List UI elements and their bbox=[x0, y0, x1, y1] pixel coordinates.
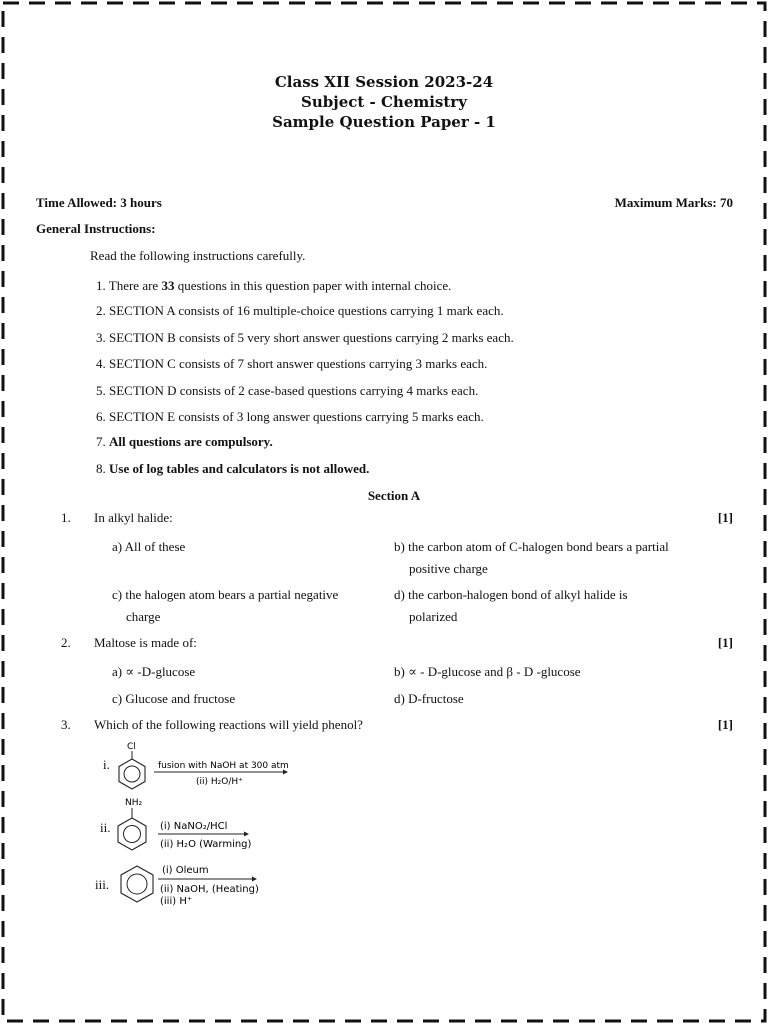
reagent-below: (ii) NaOH, (Heating) bbox=[160, 884, 259, 895]
paper-subject: Subject - Chemistry bbox=[301, 93, 467, 111]
question-text: In alkyl halide: bbox=[94, 510, 173, 525]
reagent-above: (i) NaNO₂/HCl bbox=[160, 821, 228, 832]
option-d: d) D-fructose bbox=[394, 691, 464, 706]
paper-class-title: Class XII Session 2023-24 bbox=[274, 73, 494, 91]
section-a-heading: Section A bbox=[367, 488, 421, 503]
question-marks: [1] bbox=[717, 717, 733, 732]
option-d: d) the carbon-halogen bond of alkyl halide is polarized bbox=[394, 587, 628, 624]
question-text: Maltose is made of: bbox=[94, 635, 197, 650]
benzene-ring-icon bbox=[121, 866, 153, 902]
question-number: 1. bbox=[61, 510, 71, 525]
arrow-head-icon bbox=[244, 832, 249, 837]
read-instructions-line: Read the following instructions carefully. bbox=[90, 248, 306, 263]
question-marks: [1] bbox=[717, 635, 733, 650]
question-number: 3. bbox=[61, 717, 71, 732]
instruction-item: 8. Use of log tables and calculators is not allowed. bbox=[96, 461, 370, 476]
time-allowed: Time Allowed: 3 hours bbox=[36, 195, 162, 210]
instruction-item: 2. SECTION A consists of 16 multiple-choice questions carrying 1 mark each. bbox=[96, 303, 504, 318]
instruction-item: 1. There are 33 questions in this question paper with internal choice. bbox=[96, 278, 452, 293]
reaction-label: iii. bbox=[95, 877, 110, 892]
option-c: c) Glucose and fructose bbox=[112, 691, 236, 706]
reagent-above: (i) Oleum bbox=[162, 865, 209, 876]
paper-name: Sample Question Paper - 1 bbox=[272, 113, 496, 131]
reaction-ii-scheme bbox=[112, 794, 272, 858]
reaction-label: i. bbox=[103, 757, 110, 772]
option-a: a) ∝ -D-glucose bbox=[112, 664, 196, 679]
instruction-item: 6. SECTION E consists of 3 long answer questions carrying 5 marks each. bbox=[96, 409, 484, 424]
option-b: b) ∝ - D-glucose and β - D -glucose bbox=[394, 664, 581, 679]
option-c: c) the halogen atom bears a partial negative charge bbox=[112, 587, 339, 624]
instruction-item: 3. SECTION B consists of 5 very short answer questions carrying 2 marks each. bbox=[96, 330, 514, 345]
question-marks: [1] bbox=[717, 510, 733, 525]
maximum-marks: Maximum Marks: 70 bbox=[614, 195, 733, 210]
reagent-above: fusion with NaOH at 300 atm bbox=[158, 761, 289, 771]
reagent-below: (ii) H₂O (Warming) bbox=[160, 839, 252, 850]
amino-substituent: NH₂ bbox=[125, 798, 143, 808]
reagent-below: (iii) H⁺ bbox=[160, 896, 193, 907]
option-b: b) the carbon atom of C-halogen bond bears a partial positive charge bbox=[394, 539, 669, 576]
reagent-below: (ii) H₂O/H⁺ bbox=[196, 777, 243, 787]
chloro-substituent: Cl bbox=[127, 742, 136, 752]
instruction-item: 5. SECTION D consists of 2 case-based questions carrying 4 marks each. bbox=[96, 383, 479, 398]
general-instructions-heading: General Instructions: bbox=[36, 221, 156, 236]
reaction-iii-scheme bbox=[112, 858, 272, 914]
benzene-ring-icon bbox=[119, 759, 145, 789]
benzene-ring-icon bbox=[118, 818, 146, 850]
reaction-label: ii. bbox=[100, 820, 111, 835]
instruction-item: 7. All questions are compulsory. bbox=[96, 434, 273, 449]
reaction-i-scheme bbox=[112, 738, 292, 794]
question-number: 2. bbox=[61, 635, 71, 650]
instruction-item: 4. SECTION C consists of 7 short answer questions carrying 3 marks each. bbox=[96, 356, 488, 371]
arrow-head-icon bbox=[252, 877, 257, 882]
option-a: a) All of these bbox=[112, 539, 186, 554]
question-text: Which of the following reactions will yield phenol? bbox=[94, 717, 363, 732]
